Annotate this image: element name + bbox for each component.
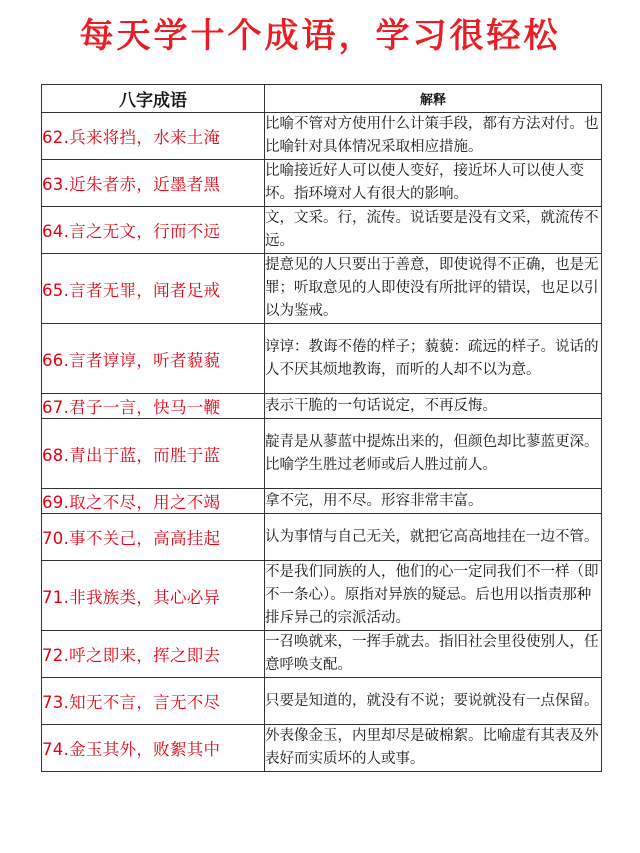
idiom-cell: 72.呼之即来，挥之即去 [42, 631, 265, 678]
explanation-cell: 只要是知道的，就没有不说；要说就没有一点保留。 [265, 678, 602, 725]
idiom-cell: 64.言之无文，行而不远 [42, 207, 265, 254]
explanation-cell: 外表像金玉，内里却尽是破棉絮。比喻虚有其表及外表好而实质坏的人或事。 [265, 725, 602, 772]
explanation-cell: 比喻接近好人可以使人变好，接近坏人可以使人变坏。指环境对人有很大的影响。 [265, 160, 602, 207]
idiom-cell: 70.事不关己，高高挂起 [42, 514, 265, 561]
explanation-cell: 比喻不管对方使用什么计策手段，都有方法对付。也比喻针对具体情况采取相应措施。 [265, 113, 602, 160]
explanation-cell: 一召唤就来，一挥手就去。指旧社会里役使别人，任意呼唤支配。 [265, 631, 602, 678]
idiom-cell: 74.金玉其外，败絮其中 [42, 725, 265, 772]
idiom-cell: 71.非我族类，其心必异 [42, 561, 265, 631]
header-explanation: 解释 [265, 85, 602, 113]
idiom-cell: 69.取之不尽，用之不竭 [42, 489, 265, 514]
table-row [42, 631, 602, 678]
explanation-cell: 表示干脆的一句话说定，不再反悔。 [265, 394, 602, 419]
table-header-row [42, 85, 602, 113]
idiom-table [41, 84, 602, 772]
table-row [42, 419, 602, 489]
idiom-cell: 63.近朱者赤，近墨者黑 [42, 160, 265, 207]
table-row [42, 160, 602, 207]
idiom-cell: 68.青出于蓝，而胜于蓝 [42, 419, 265, 489]
table-row [42, 725, 602, 772]
table-row [42, 324, 602, 394]
explanation-cell: 拿不完，用不尽。形容非常丰富。 [265, 489, 602, 514]
explanation-cell: 靛青是从蓼蓝中提炼出来的，但颜色却比蓼蓝更深。比喻学生胜过老师或后人胜过前人。 [265, 419, 602, 489]
page-title: 每天学十个成语，学习很轻松 [79, 16, 561, 56]
table-row [42, 207, 602, 254]
table-row [42, 394, 602, 419]
table-row [42, 489, 602, 514]
idiom-cell: 67.君子一言，快马一鞭 [42, 394, 265, 419]
idiom-cell: 73.知无不言，言无不尽 [42, 678, 265, 725]
explanation-cell: 不是我们同族的人，他们的心一定同我们不一样（即不一条心）。原指对异族的疑忌。后也用以指责那种排斥异己的宗派活动。 [265, 561, 602, 631]
idiom-cell: 65.言者无罪，闻者足戒 [42, 254, 265, 324]
explanation-cell: 提意见的人只要出于善意，即使说得不正确，也是无罪；听取意见的人即使没有所批评的错误，也足以引以为鉴戒。 [265, 254, 602, 324]
explanation-cell: 谆谆：教诲不倦的样子；藐藐：疏远的样子。说话的人不厌其烦地教诲，而听的人却不以为意。 [265, 324, 602, 394]
table-row [42, 678, 602, 725]
header-idiom: 八字成语 [42, 85, 265, 113]
explanation-cell: 认为事情与自己无关，就把它高高地挂在一边不管。 [265, 514, 602, 561]
table-row [42, 561, 602, 631]
idiom-cell: 62.兵来将挡，水来土淹 [42, 113, 265, 160]
idiom-cell: 66.言者谆谆，听者藐藐 [42, 324, 265, 394]
table-row [42, 254, 602, 324]
explanation-cell: 文，文采。行，流传。说话要是没有文采，就流传不远。 [265, 207, 602, 254]
table-row [42, 113, 602, 160]
table-row [42, 514, 602, 561]
